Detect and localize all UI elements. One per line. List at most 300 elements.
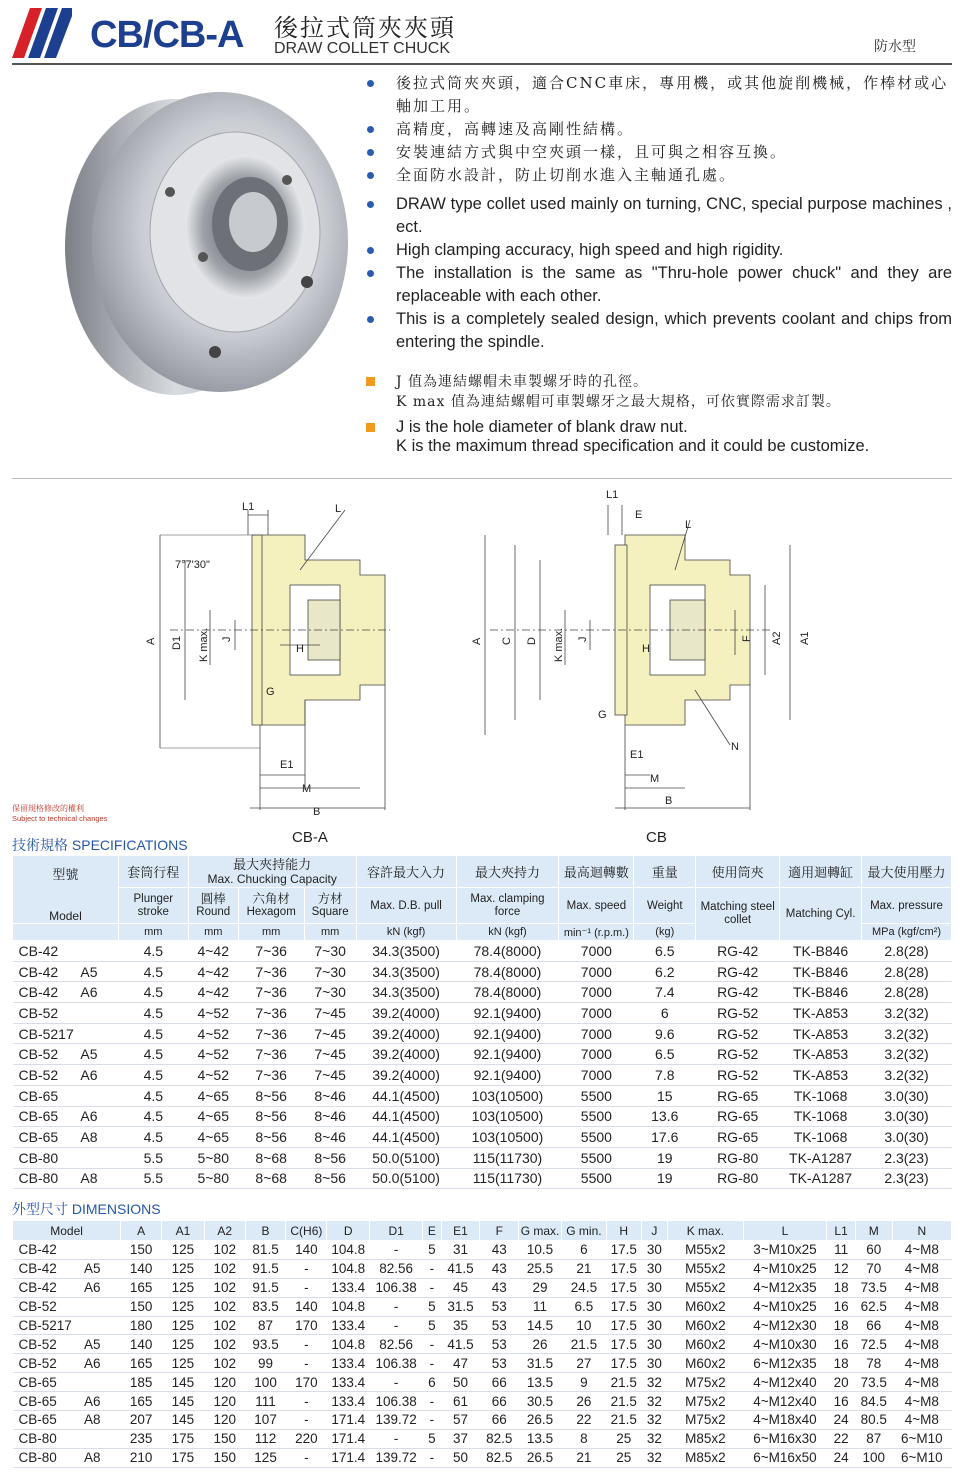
spec-cell: 78.4(8000) — [456, 982, 559, 1003]
brand-title: CB/CB-A — [90, 14, 244, 56]
spec-cell: 8~56 — [304, 1147, 356, 1168]
bullet-dot-icon — [367, 172, 374, 179]
spec-cell: 44.1(4500) — [356, 1106, 456, 1127]
dim-cell: 207 — [121, 1411, 162, 1430]
label-n: N — [731, 741, 739, 753]
spec-cell — [80, 1023, 118, 1044]
spec-cell — [80, 1003, 118, 1024]
spec-col-speed: 最高迴轉數 — [559, 856, 634, 888]
spec-cell: 4~65 — [188, 1085, 238, 1106]
dim-cell: 50 — [441, 1373, 480, 1392]
dim-cell: 80.5 — [855, 1411, 892, 1430]
spec-cell: 7000 — [559, 1023, 634, 1044]
dim-cell — [84, 1373, 121, 1392]
dim-cell: 17.5 — [606, 1278, 641, 1297]
spec-col-collet: 使用筒夾 — [696, 856, 780, 888]
dim-cell: 13.5 — [519, 1373, 562, 1392]
spec-cell: 7000 — [559, 982, 634, 1003]
dim-cell: 4~M8 — [892, 1316, 951, 1335]
dim-cell: - — [423, 1354, 441, 1373]
label-kmax: K max. — [198, 627, 210, 662]
dim-cell: 87 — [245, 1316, 286, 1335]
spec-model-cell: CB-5217 — [13, 1023, 81, 1044]
feature-zh-4: 全面防水設計，防止切削水進入主軸通孔處。 — [360, 164, 952, 187]
dim-cell: 24 — [827, 1411, 856, 1430]
spec-cell: 7~45 — [304, 1003, 356, 1024]
spec-cell: 8~56 — [238, 1127, 304, 1148]
spec-cell: 3.0(30) — [862, 1106, 952, 1127]
dim-header-cell: J — [641, 1221, 668, 1241]
dim-cell: 8 — [561, 1429, 606, 1448]
dim-cell: 102 — [204, 1278, 245, 1297]
dim-cell: 61 — [441, 1392, 480, 1411]
dim-model-cell: CB-42 — [13, 1259, 84, 1278]
dim-cell: 47 — [441, 1354, 480, 1373]
dim-cell: 30 — [641, 1297, 668, 1316]
dim-cell: 100 — [855, 1448, 892, 1467]
dim-cell: 133.4 — [327, 1392, 370, 1411]
spec-cell: TK-B846 — [780, 941, 862, 962]
spec-cell: 3.0(30) — [862, 1127, 952, 1148]
note-en — [360, 418, 952, 456]
dim-header-cell: M — [855, 1221, 892, 1241]
spec-cell: 4.5 — [118, 1065, 188, 1086]
dim-cell: 37 — [441, 1429, 480, 1448]
dim-cell: 82.56 — [370, 1335, 423, 1354]
label-e: E — [635, 509, 643, 521]
dim-cell: 50 — [441, 1448, 480, 1467]
dim-cell: 120 — [204, 1392, 245, 1411]
spec-cell: 115(11730) — [456, 1168, 559, 1189]
rights-notice-zh: 保留規格修改的權利 — [12, 804, 84, 813]
spec-cell: 8~56 — [304, 1168, 356, 1189]
spec-cell: 2.8(28) — [862, 941, 952, 962]
dim-cell: 5 — [423, 1316, 441, 1335]
dim-cell: M85x2 — [668, 1429, 744, 1448]
spec-cell: 7~36 — [238, 941, 304, 962]
label-j: J — [577, 636, 589, 642]
note-zh-line1: J 值為連結螺帽未車製螺牙時的孔徑。 — [396, 374, 649, 390]
label-c: C — [501, 637, 513, 645]
dim-cell: 91.5 — [245, 1259, 286, 1278]
dim-cell: 29 — [519, 1278, 562, 1297]
dim-cell: M75x2 — [668, 1392, 744, 1411]
label-b: B — [665, 795, 673, 807]
feature-en-1: DRAW type collet used mainly on turning, CNC, special purpose machines , ect. — [360, 193, 952, 239]
dim-cell: 18 — [827, 1278, 856, 1297]
dim-row — [13, 1241, 952, 1260]
spec-cell: TK-B846 — [780, 961, 862, 982]
spec-cell: RG-42 — [696, 941, 780, 962]
spec-row — [13, 1003, 952, 1024]
dim-cell: 4~M18x40 — [743, 1411, 827, 1430]
spec-cell: 6.5 — [634, 1044, 696, 1065]
dim-cell: 83.5 — [245, 1297, 286, 1316]
note-en-line1: J is the hole diameter of blank draw nut. — [396, 418, 688, 436]
spec-cell: A5 — [80, 961, 118, 982]
spec-cell: 4.5 — [118, 941, 188, 962]
dim-cell: 32 — [641, 1448, 668, 1467]
spec-cell: TK-A853 — [780, 1003, 862, 1024]
spec-cell: 78.4(8000) — [456, 941, 559, 962]
dim-cell: - — [286, 1259, 327, 1278]
dim-cell: 17.5 — [606, 1259, 641, 1278]
spec-cell: 5~80 — [188, 1147, 238, 1168]
spec-cell: 34.3(3500) — [356, 961, 456, 982]
spec-cell: 5.5 — [118, 1168, 188, 1189]
dim-model-cell: CB-42 — [13, 1278, 84, 1297]
spec-col-force: 最大夾持力 — [456, 856, 559, 888]
bullet-dot-icon — [367, 201, 374, 208]
dim-cell: 30 — [641, 1354, 668, 1373]
label-h: H — [642, 643, 650, 655]
drawing-title-cb: CB — [646, 829, 667, 846]
spec-row — [13, 1023, 952, 1044]
spec-table-body — [13, 941, 952, 1189]
dim-cell: 53 — [480, 1297, 519, 1316]
dim-cell: 66 — [855, 1316, 892, 1335]
dim-cell: M60x2 — [668, 1297, 744, 1316]
dim-model-cell: CB-5217 — [13, 1316, 84, 1335]
dim-cell: 120 — [204, 1411, 245, 1430]
dim-cell: M75x2 — [668, 1411, 744, 1430]
dim-cell: 30 — [641, 1278, 668, 1297]
spec-cell: 39.2(4000) — [356, 1044, 456, 1065]
dim-cell: - — [423, 1278, 441, 1297]
spec-cell: 5.5 — [118, 1147, 188, 1168]
dim-header-cell: A2 — [204, 1221, 245, 1241]
label-d: D — [526, 637, 538, 645]
label-e1: E1 — [630, 749, 644, 761]
spec-cell: 7~36 — [238, 1065, 304, 1086]
dim-cell: 18 — [827, 1354, 856, 1373]
dim-cell — [84, 1241, 121, 1260]
spec-cell: 4~65 — [188, 1127, 238, 1148]
dim-cell: 125 — [161, 1297, 204, 1316]
dim-cell: 4~M8 — [892, 1411, 951, 1430]
dim-cell: 4~M8 — [892, 1278, 951, 1297]
dim-row — [13, 1335, 952, 1354]
dim-model-cell: CB-65 — [13, 1411, 84, 1430]
dim-header-cell: L1 — [827, 1221, 856, 1241]
dim-cell: 24.5 — [561, 1278, 606, 1297]
dim-row — [13, 1392, 952, 1411]
spec-model-cell: CB-52 — [13, 1065, 81, 1086]
spec-cell: 4~52 — [188, 1003, 238, 1024]
dim-model-cell: CB-65 — [13, 1392, 84, 1411]
dim-cell: 16 — [827, 1392, 856, 1411]
label-m: M — [650, 773, 660, 785]
dim-cell: 107 — [245, 1411, 286, 1430]
dim-cell: 82.5 — [480, 1429, 519, 1448]
dimensions-table — [12, 1220, 952, 1468]
spec-col-weight: 重量 — [634, 856, 696, 888]
spec-cell: 7000 — [559, 961, 634, 982]
dim-cell: 26 — [519, 1335, 562, 1354]
dim-cell: 21.5 — [606, 1392, 641, 1411]
spec-cell: 4.5 — [118, 1085, 188, 1106]
dim-cell: 145 — [161, 1411, 204, 1430]
bullet-dot-icon — [367, 316, 374, 323]
spec-model-cell: CB-65 — [13, 1085, 81, 1106]
dim-cell: 21.5 — [606, 1411, 641, 1430]
dim-cell: 150 — [204, 1448, 245, 1467]
brand-stripes-logo — [12, 8, 72, 58]
spec-cell: A6 — [80, 982, 118, 1003]
label-g: G — [598, 709, 607, 721]
spec-cell: 3.0(30) — [862, 1085, 952, 1106]
spec-cell: 103(10500) — [456, 1085, 559, 1106]
dim-cell: 145 — [161, 1392, 204, 1411]
dim-cell: 16 — [827, 1335, 856, 1354]
dim-cell: 26.5 — [519, 1448, 562, 1467]
spec-cell: 7~45 — [304, 1065, 356, 1086]
feature-zh-3: 安裝連結方式與中空夾頭一樣，且可與之相容互換。 — [360, 141, 952, 164]
dim-cell: 93.5 — [245, 1335, 286, 1354]
spec-cell — [80, 941, 118, 962]
dim-row — [13, 1429, 952, 1448]
feature-en-2: High clamping accuracy, high speed and high rigidity. — [360, 239, 952, 262]
spec-cell: 115(11730) — [456, 1147, 559, 1168]
dim-cell: 32 — [641, 1429, 668, 1448]
spec-cell: 4~52 — [188, 1065, 238, 1086]
spec-cell: TK-A853 — [780, 1065, 862, 1086]
spec-row — [13, 941, 952, 962]
spec-cell: 7000 — [559, 1003, 634, 1024]
spec-cell: 39.2(4000) — [356, 1065, 456, 1086]
dim-cell: 30 — [641, 1259, 668, 1278]
spec-cell: TK-A1287 — [780, 1168, 862, 1189]
dim-cell: 150 — [204, 1429, 245, 1448]
spec-cell: 7~36 — [238, 1023, 304, 1044]
spec-cell: 5500 — [559, 1106, 634, 1127]
dim-cell: 11 — [519, 1297, 562, 1316]
dim-cell: 102 — [204, 1354, 245, 1373]
dim-cell: 133.4 — [327, 1278, 370, 1297]
dim-header-cell: Model — [13, 1221, 121, 1241]
spec-model-cell: CB-65 — [13, 1106, 81, 1127]
dim-model-cell: CB-52 — [13, 1354, 84, 1373]
spec-cell: RG-65 — [696, 1127, 780, 1148]
label-d1: D1 — [171, 635, 183, 650]
spec-cell: 7~30 — [304, 941, 356, 962]
dim-cell: 32 — [641, 1373, 668, 1392]
dim-cell: A8 — [84, 1448, 121, 1467]
bullet-dot-icon — [367, 126, 374, 133]
dim-cell: M55x2 — [668, 1241, 744, 1260]
label-j: J — [221, 636, 233, 642]
dim-cell: 21 — [561, 1259, 606, 1278]
dim-cell: 106.38 — [370, 1392, 423, 1411]
dim-cell: 220 — [286, 1429, 327, 1448]
dim-cell: 10.5 — [519, 1241, 562, 1260]
dim-cell: 30 — [641, 1241, 668, 1260]
dim-cell: 22 — [561, 1411, 606, 1430]
spec-cell: 44.1(4500) — [356, 1085, 456, 1106]
dim-cell: 32 — [641, 1392, 668, 1411]
dim-cell: - — [423, 1392, 441, 1411]
spec-cell: 3.2(32) — [862, 1003, 952, 1024]
dim-cell: 91.5 — [245, 1278, 286, 1297]
spec-cell: 4.5 — [118, 1023, 188, 1044]
spec-cell: 7000 — [559, 941, 634, 962]
dim-cell: M85x2 — [668, 1448, 744, 1467]
spec-cell: TK-A853 — [780, 1044, 862, 1065]
spec-cell: 4.5 — [118, 1106, 188, 1127]
dim-model-cell: CB-52 — [13, 1297, 84, 1316]
dim-cell: A5 — [84, 1335, 121, 1354]
dim-cell: 21.5 — [606, 1373, 641, 1392]
header-divider — [12, 63, 952, 65]
dim-cell: 41.5 — [441, 1335, 480, 1354]
dim-cell: 210 — [121, 1448, 162, 1467]
spec-cell: 5~80 — [188, 1168, 238, 1189]
dim-cell: 139.72 — [370, 1448, 423, 1467]
dim-cell: - — [423, 1411, 441, 1430]
spec-cell: 34.3(3500) — [356, 982, 456, 1003]
feature-list — [360, 72, 952, 354]
dim-header-cell: F — [480, 1221, 519, 1241]
dim-cell: 140 — [286, 1297, 327, 1316]
dim-cell: 4~M12x40 — [743, 1392, 827, 1411]
dim-cell: 125 — [161, 1278, 204, 1297]
spec-cell: 4.5 — [118, 982, 188, 1003]
dim-cell: 31.5 — [519, 1354, 562, 1373]
spec-cell: 7~36 — [238, 982, 304, 1003]
spec-row — [13, 982, 952, 1003]
spec-cell: 4~52 — [188, 1044, 238, 1065]
dim-cell: 4~M10x25 — [743, 1297, 827, 1316]
dim-cell: 175 — [161, 1429, 204, 1448]
spec-cell: 7000 — [559, 1065, 634, 1086]
spec-row — [13, 1127, 952, 1148]
bullet-dot-icon — [367, 270, 374, 277]
dim-cell: 4~M12x40 — [743, 1373, 827, 1392]
spec-model-cell: CB-52 — [13, 1003, 81, 1024]
spec-col-pull: 容許最大入力 — [356, 856, 456, 888]
note-zh — [360, 372, 952, 412]
label-l: L — [335, 503, 342, 515]
dim-cell: 150 — [121, 1297, 162, 1316]
spec-cell: 6.5 — [634, 941, 696, 962]
dim-header-cell: D1 — [370, 1221, 423, 1241]
dim-model-cell: CB-80 — [13, 1448, 84, 1467]
spec-cell: 6.2 — [634, 961, 696, 982]
dim-cell: 57 — [441, 1411, 480, 1430]
spec-cell: 4~42 — [188, 982, 238, 1003]
page-header — [12, 6, 950, 66]
spec-cell: A6 — [80, 1106, 118, 1127]
dim-cell: 125 — [161, 1241, 204, 1260]
dim-header-cell: N — [892, 1221, 951, 1241]
spec-cell: 5500 — [559, 1127, 634, 1148]
dim-cell: 104.8 — [327, 1259, 370, 1278]
note-zh-line2: K max 值為連結螺帽可車製螺牙之最大規格，可依實際需求訂製。 — [396, 394, 841, 410]
spec-cell — [80, 1147, 118, 1168]
spec-cell: 7.8 — [634, 1065, 696, 1086]
dim-cell: 26.5 — [519, 1411, 562, 1430]
spec-cell: 13.6 — [634, 1106, 696, 1127]
dim-cell: 60 — [855, 1241, 892, 1260]
dim-cell: 53 — [480, 1335, 519, 1354]
spec-cell: 3.2(32) — [862, 1023, 952, 1044]
dim-cell: - — [423, 1335, 441, 1354]
dim-cell: 4~M10x30 — [743, 1335, 827, 1354]
spec-cell: 5500 — [559, 1147, 634, 1168]
dim-cell: 125 — [161, 1316, 204, 1335]
dim-cell: 4~M8 — [892, 1335, 951, 1354]
dim-cell: 165 — [121, 1278, 162, 1297]
dim-cell: 17.5 — [606, 1335, 641, 1354]
dim-cell: 13.5 — [519, 1429, 562, 1448]
dim-cell: 10 — [561, 1316, 606, 1335]
dim-cell: A6 — [84, 1392, 121, 1411]
dim-cell: 175 — [161, 1448, 204, 1467]
spec-col-stroke: 套筒行程 — [118, 856, 188, 888]
spec-row — [13, 1044, 952, 1065]
label-a1: A1 — [799, 631, 811, 645]
dim-cell: 30.5 — [519, 1392, 562, 1411]
spec-cell: 78.4(8000) — [456, 961, 559, 982]
spec-cell: 8~68 — [238, 1168, 304, 1189]
spec-cell: 39.2(4000) — [356, 1003, 456, 1024]
dim-cell: 125 — [161, 1354, 204, 1373]
dim-cell: 6~M10 — [892, 1429, 951, 1448]
spec-cell: 7~30 — [304, 982, 356, 1003]
dim-cell: 78 — [855, 1354, 892, 1373]
dim-cell: 140 — [286, 1241, 327, 1260]
dim-cell: 24 — [827, 1448, 856, 1467]
dim-cell: 18 — [827, 1316, 856, 1335]
dim-cell: 171.4 — [327, 1448, 370, 1467]
dim-cell: 6 — [423, 1373, 441, 1392]
dim-cell: 4~M8 — [892, 1392, 951, 1411]
spec-cell: TK-1068 — [780, 1127, 862, 1148]
dim-cell: 104.8 — [327, 1241, 370, 1260]
dim-cell: 4~M8 — [892, 1297, 951, 1316]
dim-cell: - — [370, 1297, 423, 1316]
spec-cell: RG-42 — [696, 961, 780, 982]
dim-cell: 102 — [204, 1335, 245, 1354]
dim-cell: 104.8 — [327, 1335, 370, 1354]
spec-cell: 4~42 — [188, 941, 238, 962]
label-l: L — [685, 519, 692, 531]
dim-cell: 9 — [561, 1373, 606, 1392]
spec-cell: 34.3(3500) — [356, 941, 456, 962]
dim-cell: 104.8 — [327, 1297, 370, 1316]
spec-cell: 4.5 — [118, 1044, 188, 1065]
dim-cell — [84, 1316, 121, 1335]
spec-model-cell: CB-80 — [13, 1168, 81, 1189]
spec-cell: 19 — [634, 1168, 696, 1189]
spec-cell: 8~56 — [238, 1085, 304, 1106]
dim-cell: 4~M8 — [892, 1354, 951, 1373]
dim-cell: 25 — [606, 1448, 641, 1467]
spec-cell: 39.2(4000) — [356, 1023, 456, 1044]
dim-cell: 4~M10x25 — [743, 1259, 827, 1278]
spec-cell: 92.1(9400) — [456, 1003, 559, 1024]
spec-cell: 44.1(4500) — [356, 1127, 456, 1148]
dim-cell: 112 — [245, 1429, 286, 1448]
dim-cell: 66 — [480, 1411, 519, 1430]
dim-cell: 25.5 — [519, 1259, 562, 1278]
dim-cell: 4~M8 — [892, 1373, 951, 1392]
spec-row — [13, 1147, 952, 1168]
spec-cell: RG-80 — [696, 1147, 780, 1168]
spec-cell: RG-65 — [696, 1106, 780, 1127]
dim-model-cell: CB-52 — [13, 1335, 84, 1354]
label-b: B — [313, 806, 321, 818]
